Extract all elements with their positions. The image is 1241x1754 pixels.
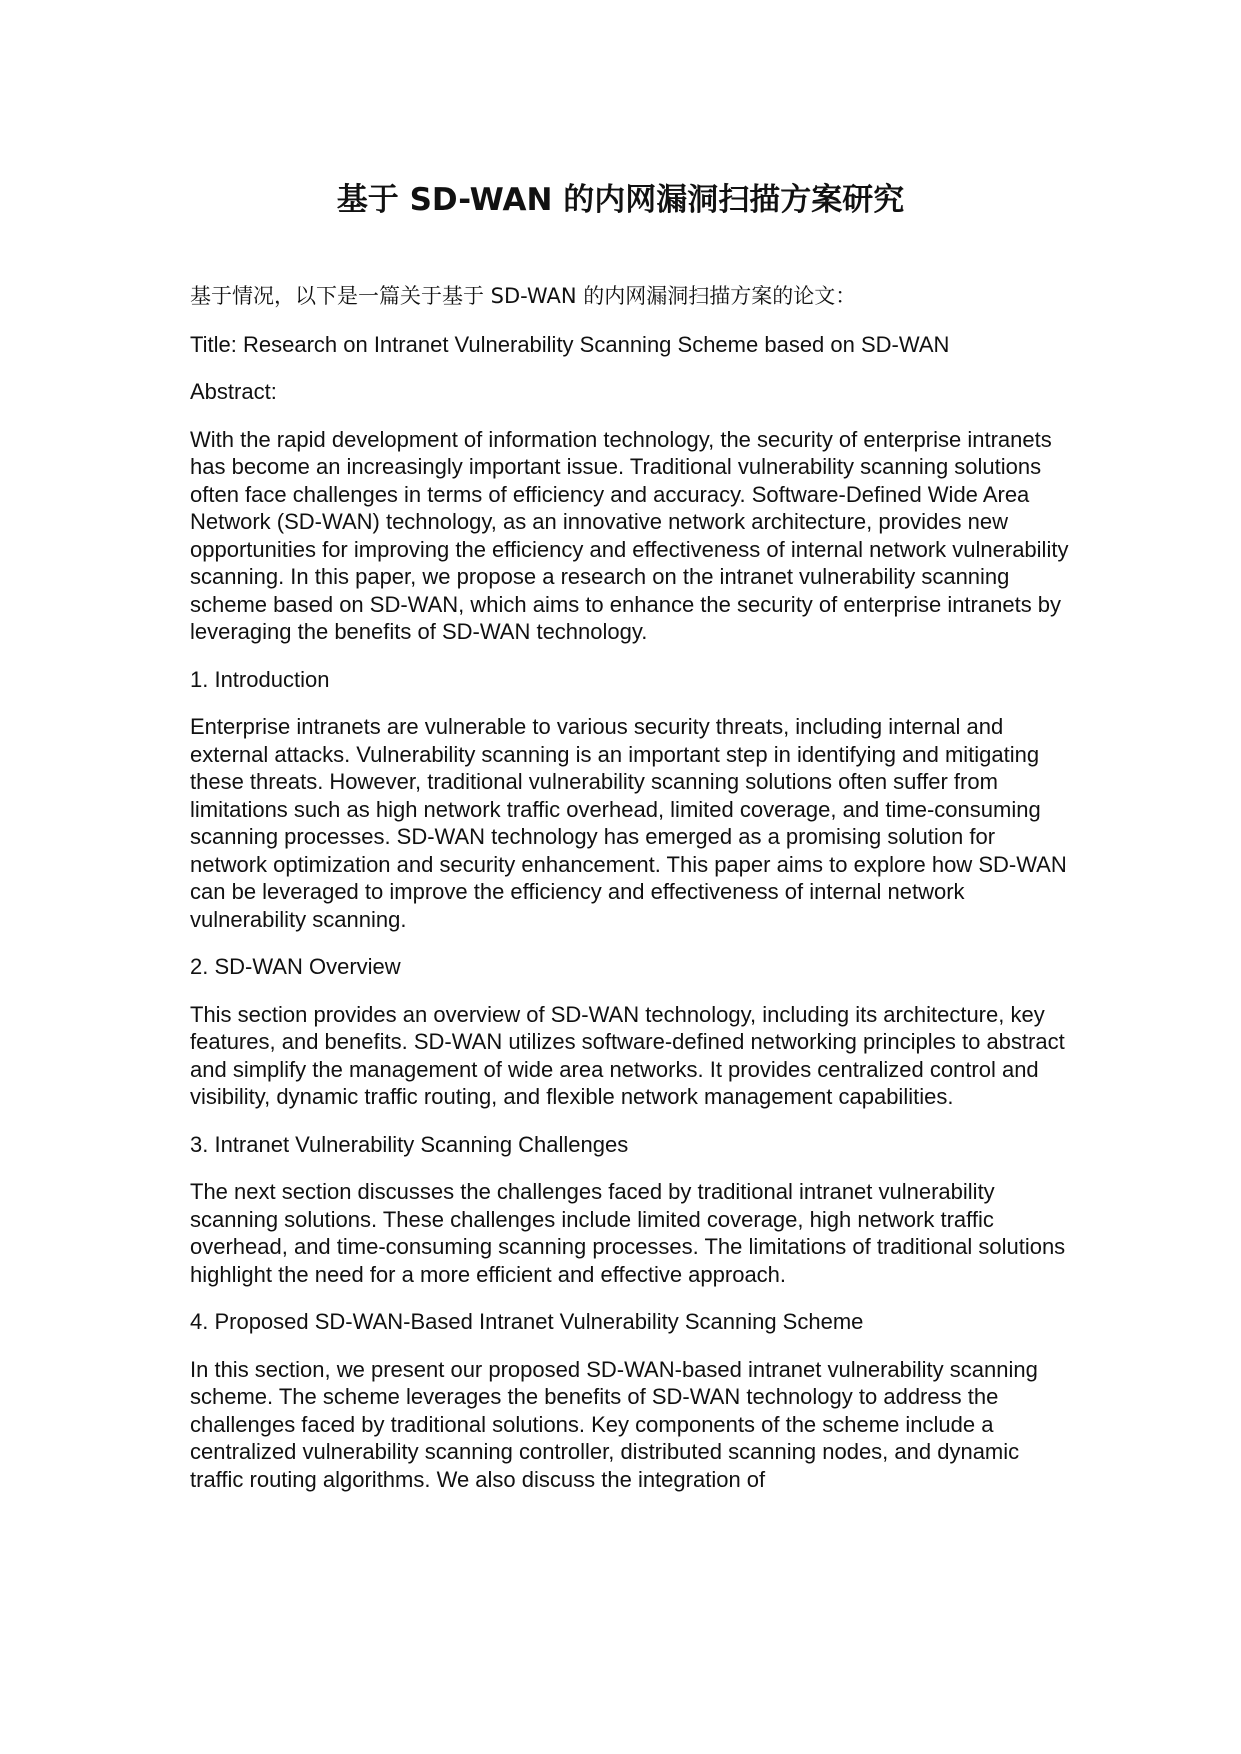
section-heading-scanning-challenges: 3. Intranet Vulnerability Scanning Challenges [190, 1131, 629, 1157]
section-body-sdwan-overview: This section provides an overview of SD-WAN technology, including its architecture, key features, and benefits. SD-WAN utilizes software-defined networking principles to abstract and simplify the management of wide area networks. It provides centralized control and visibility, dynamic traffic routing, and flexible network management capabilities. [190, 1001, 1065, 1109]
section-heading-proposed-scheme: 4. Proposed SD-WAN-Based Intranet Vulnerability Scanning Scheme [190, 1309, 864, 1334]
section-heading-introduction: 1. Introduction [190, 666, 330, 692]
paper-title-line: Title: Research on Intranet Vulnerability Scanning Scheme based on SD-WAN [190, 331, 950, 357]
document-body [190, 283, 1070, 1513]
abstract-text: With the rapid development of information technology, the security of enterprise intranets has become an increasingly important issue. Traditional vulnerability scanning solutions often face challenges in terms of efficiency and accuracy. Software-Defined Wide Area Network (SD-WAN) technology, as an innovative network architecture, provides new opportunities for improving the efficiency and effectiveness of internal network vulnerability scanning. In this paper, we propose a research on the intranet vulnerability scanning scheme based on SD-WAN, which aims to enhance the security of enterprise intranets by leveraging the benefits of SD-WAN technology. [190, 426, 1069, 644]
section-body-scanning-challenges: The next section discusses the challenges faced by traditional intranet vulnerability scanning solutions. These challenges include limited coverage, high network traffic overhead, and time-consuming scanning processes. The limitations of traditional solutions highlight the need for a more efficient and effective approach. [190, 1179, 1066, 1287]
document-title: 基于 SD-WAN 的内网漏洞扫描方案研究 [336, 182, 905, 218]
section-body-proposed-scheme: In this section, we present our proposed SD-WAN-based intranet vulnerability scanning scheme. The scheme leverages the benefits of SD-WAN technology to address the challenges faced by traditional solutions. Key components of the scheme include a centralized vulnerability scanning controller, distributed scanning nodes, and dynamic traffic routing algorithms. We also discuss the integration of [190, 1356, 1038, 1492]
section-body-introduction: Enterprise intranets are vulnerable to various security threats, including internal and external attacks. Vulnerability scanning is an important step in identifying and mitigating these threats. However, traditional vulnerability scanning solutions often suffer from limitations such as high network traffic overhead, limited coverage, and time-consuming scanning processes. SD-WAN technology has emerged as a promising solution for network optimization and security enhancement. This paper aims to explore how SD-WAN can be leveraged to improve the efficiency and effectiveness of internal network vulnerability scanning. [190, 714, 1067, 932]
section-heading-sdwan-overview: 2. SD-WAN Overview [190, 954, 401, 979]
abstract-label: Abstract: [190, 379, 277, 404]
intro-paragraph: 基于情况，以下是一篇关于基于 SD-WAN 的内网漏洞扫描方案的论文： [190, 284, 857, 308]
